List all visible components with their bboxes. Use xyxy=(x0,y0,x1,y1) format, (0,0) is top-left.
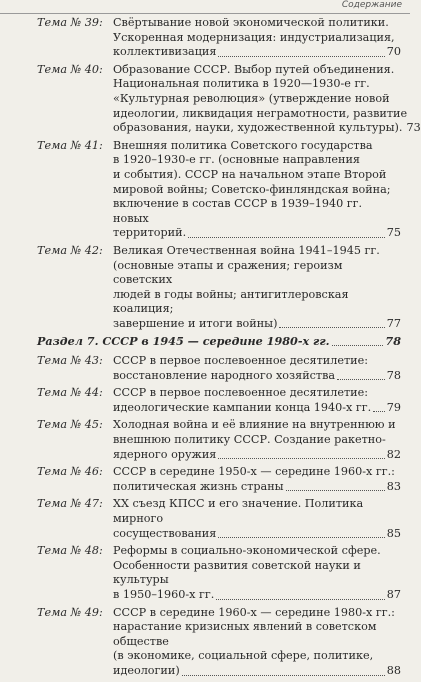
toc-entry xyxy=(37,497,401,541)
leader-dots xyxy=(218,458,384,459)
topic-title-line: Реформы в социально-экономической сфере. xyxy=(113,544,381,558)
topic-title-line: (в экономике, социальной сфере, политике, xyxy=(113,649,374,663)
topic-body xyxy=(113,418,401,462)
topic-body xyxy=(113,465,401,494)
leader-dots xyxy=(337,379,385,380)
topic-title-line: политическая жизнь страны xyxy=(113,479,284,493)
topic-title-line: в 1950–1960-х гг. xyxy=(113,587,215,601)
topic-body xyxy=(113,16,401,60)
page-number: 77 xyxy=(386,316,401,330)
topic-body xyxy=(113,63,421,136)
leader-dots xyxy=(218,537,384,538)
topic-body xyxy=(113,544,401,602)
topic-title-line: восстановление народного хозяйства xyxy=(113,368,336,382)
topic-title-line: Национальная политика в 1920—1930-е гг. xyxy=(113,77,370,91)
page-number: 73 xyxy=(406,121,421,135)
toc-group-a xyxy=(37,16,421,331)
topic-number: Тема № 43: xyxy=(37,354,103,368)
leader-dots xyxy=(373,411,385,412)
toc-entry xyxy=(37,544,401,602)
topic-number: Тема № 49: xyxy=(37,605,103,619)
toc-entry xyxy=(37,16,401,60)
leader-dots xyxy=(218,56,384,57)
topic-number: Тема № 45: xyxy=(37,418,103,432)
topic-title-line: СССР в середине 1950-х — середине 1960-х гг.: xyxy=(113,465,395,479)
toc-entry xyxy=(37,354,401,383)
toc-group-b xyxy=(37,354,401,678)
page-number: 82 xyxy=(386,447,401,461)
topic-title-line: Образование СССР. Выбор путей объединения. xyxy=(113,62,395,76)
toc-entry xyxy=(37,386,401,415)
topic-number: Тема № 39: xyxy=(37,16,103,29)
toc-entry xyxy=(37,465,401,494)
topic-number: Тема № 47: xyxy=(37,497,103,511)
topic-body xyxy=(113,497,401,541)
section-page: 78 xyxy=(385,334,401,349)
topic-title-line: внешнюю политику СССР. Создание ракетно- xyxy=(113,433,386,447)
topic-title-line: мировой войны; Советско-финляндская война; xyxy=(113,182,391,196)
topic-title-line: и события). СССР на начальном этапе Второй xyxy=(113,167,387,181)
topic-title-last-line xyxy=(113,226,401,241)
leader-dots xyxy=(279,327,384,328)
toc-entry xyxy=(37,418,401,462)
topic-title-line: СССР в первое послевоенное десятилетие: xyxy=(113,354,368,368)
topic-title-last-line xyxy=(113,588,401,603)
page-number: 79 xyxy=(386,400,401,414)
topic-number: Тема № 40: xyxy=(37,62,103,76)
topic-title-line: Холодная война и её влияние на внутреннюю и xyxy=(113,418,396,432)
topic-title-line: людей в годы войны; антигитлеровская коалиция; xyxy=(113,287,349,316)
topic-number: Тема № 46: xyxy=(37,465,103,479)
topic-title-line: идеологии) xyxy=(113,663,180,677)
topic-title-line: образования, науки, художественной культуры). xyxy=(113,121,403,135)
topic-title-line: завершение и итоги войны) xyxy=(113,316,278,330)
header-title: Содержание xyxy=(341,0,402,10)
leader-dots xyxy=(216,599,384,600)
topic-title-last-line xyxy=(113,121,421,136)
topic-title-last-line xyxy=(113,401,401,416)
topic-title-line: в 1920–1930-е гг. (основные направления xyxy=(113,153,360,167)
topic-title-line: сосуществования xyxy=(113,526,217,540)
topic-title-last-line xyxy=(113,448,401,463)
topic-title-line: коллективизация xyxy=(113,45,217,59)
topic-body xyxy=(113,386,401,415)
toc-entry xyxy=(37,62,421,136)
leader-dots xyxy=(188,237,385,238)
page-header xyxy=(0,0,410,14)
page-number: 75 xyxy=(386,226,401,240)
topic-title-line: СССР в середине 1960-х — середине 1980-х гг.: xyxy=(113,605,395,619)
toc-entry xyxy=(37,606,401,679)
leader-dots xyxy=(182,675,385,676)
section-leader-dots xyxy=(332,345,384,346)
page-number: 70 xyxy=(386,45,401,59)
page-number: 85 xyxy=(386,526,401,540)
topic-title-line: нарастание кризисных явлений в советском обществе xyxy=(113,620,377,648)
topic-title-line: идеологические кампании конца 1940-х гг. xyxy=(113,400,372,414)
topic-title-line: идеологии, ликвидация неграмотности, развитие xyxy=(113,106,408,120)
topic-title-line: ядерного оружия xyxy=(113,447,217,461)
topic-title-line: Свёртывание новой экономической политики. xyxy=(113,16,389,29)
toc-entry xyxy=(37,244,401,332)
topic-title-line: Великая Отечественная война 1941–1945 гг. xyxy=(113,243,380,257)
leader-dots xyxy=(286,490,385,491)
page-number: 88 xyxy=(386,663,401,677)
page-number: 87 xyxy=(386,587,401,601)
topic-number: Тема № 44: xyxy=(37,386,103,400)
topic-body xyxy=(113,139,401,241)
topic-title-last-line xyxy=(113,527,401,542)
topic-body xyxy=(113,244,401,332)
table-of-contents xyxy=(37,16,421,682)
topic-title-line: «Культурная революция» (утверждение новой xyxy=(113,91,390,105)
topic-body xyxy=(113,354,401,383)
toc-entry xyxy=(37,139,401,241)
section-title: Раздел 7. СССР в 1945 — середине 1980-х гг. xyxy=(37,334,330,349)
topic-title-line: Внешняя политика Советского государства xyxy=(113,138,373,152)
topic-title-line: СССР в первое послевоенное десятилетие: xyxy=(113,386,368,400)
topic-title-line: XX съезд КПСС и его значение. Политика мирного xyxy=(113,497,364,525)
section-heading xyxy=(37,334,401,349)
topic-title-last-line xyxy=(113,45,401,60)
topic-number: Тема № 42: xyxy=(37,243,103,257)
topic-title-last-line xyxy=(113,664,401,679)
topic-title-line: Ускоренная модернизация: индустриализация, xyxy=(113,30,395,44)
page-number: 78 xyxy=(386,368,401,382)
topic-title-last-line xyxy=(113,317,401,332)
topic-title-last-line xyxy=(113,480,401,495)
topic-number: Тема № 48: xyxy=(37,544,103,558)
topic-title-line: территорий. xyxy=(113,226,187,240)
topic-title-line: включение в состав СССР в 1939–1940 гг. новых xyxy=(113,197,363,225)
topic-title-last-line xyxy=(113,369,401,384)
topic-number: Тема № 41: xyxy=(37,138,103,152)
topic-body xyxy=(113,606,401,679)
topic-title-line: Особенности развития советской науки и культуры xyxy=(113,558,361,587)
page-number: 83 xyxy=(386,479,401,493)
topic-title-line: (основные этапы и сражения; героизм советских xyxy=(113,258,343,287)
